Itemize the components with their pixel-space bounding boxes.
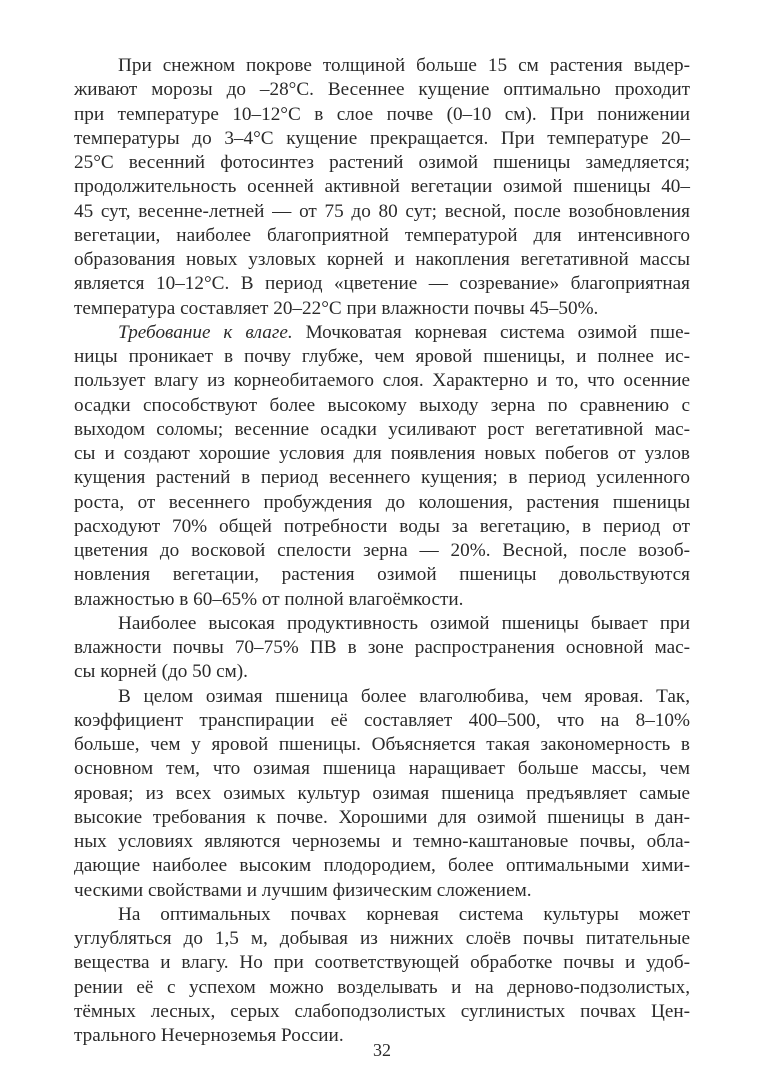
text-line: температуры до 3–4°С кущение прекращается. При температуре 20– bbox=[74, 127, 690, 149]
paragraph-soils bbox=[74, 903, 690, 1049]
text-line: температура составляет 20–22°С при влажности почвы 45–50%. bbox=[74, 297, 599, 319]
text-line: больше, чем у яровой пшеницы. Объясняется такая закономерность в bbox=[74, 734, 690, 755]
text-line: ницы проникает в почву глубже, чем яровой пшеницы, и полнее ис- bbox=[74, 346, 690, 367]
text-line: На оптимальных почвах корневая система культуры может bbox=[118, 903, 690, 925]
text-line: углубляться до 1,5 м, добывая из нижних слоёв почвы питательные bbox=[74, 928, 690, 949]
text-line: ческими свойствами и лучшим физическим сложением. bbox=[74, 879, 532, 901]
text-line: выходом соломы; весенние осадки усиливают рост вегетативной мас- bbox=[74, 418, 690, 440]
text-line: трального Нечерноземья России. bbox=[74, 1025, 344, 1046]
text-line: расходуют 70% общей потребности воды за вегетацию, в период от bbox=[74, 515, 690, 537]
text-line: вегетации, наиболее благоприятной температурой для интенсивного bbox=[74, 224, 690, 246]
paragraph-moisture bbox=[74, 321, 690, 612]
paragraph-transpiration bbox=[74, 685, 690, 903]
text-line: сы корней (до 50 см). bbox=[74, 661, 248, 683]
text-line: основном тем, что озимая пшеница наращивает больше массы, чем bbox=[74, 758, 690, 780]
paragraph-temperature bbox=[74, 54, 690, 321]
text-line: кущения растений в период весеннего кущения; в период усиленного bbox=[74, 467, 690, 489]
text-line: При снежном покрове толщиной больше 15 см растения выдер- bbox=[118, 55, 690, 76]
text-line: яровая; из всех озимых культур озимая пшеница предъявляет самые bbox=[74, 782, 690, 804]
text-line: цветения до восковой спелости зерна — 20%. Весной, после возоб- bbox=[74, 540, 690, 561]
text-line: ных условиях являются черноземы и темно-каштановые почвы, обла- bbox=[74, 831, 690, 852]
text-line: пользует влагу из корнеобитаемого слоя. Характерно и то, что осенние bbox=[74, 370, 690, 392]
page-number: 32 bbox=[373, 1040, 391, 1060]
text-line: осадки способствуют более высокому выходу зерна по сравнению с bbox=[74, 394, 690, 416]
text-line: живают морозы до –28°С. Весеннее кущение оптимально проходит bbox=[74, 79, 690, 101]
text-line: Наиболее высокая продуктивность озимой пшеницы бывает при bbox=[118, 612, 690, 634]
text-line: тёмных лесных, серых слабоподзолистых суглинистых почвах Цен- bbox=[74, 1000, 690, 1022]
text-line bbox=[74, 321, 690, 345]
section-heading-italic: Требование к влаге. bbox=[118, 321, 293, 343]
text-line: В целом озимая пшеница более влаголюбива, чем яровая. Так, bbox=[118, 685, 690, 707]
text-line: коэффициент транспирации её составляет 400–500, что на 8–10% bbox=[74, 709, 690, 731]
text-line: рении её с успехом можно возделывать и на дерново-подзолистых, bbox=[74, 976, 690, 998]
text-line: образования новых узловых корней и накопления вегетативной массы bbox=[74, 249, 690, 270]
text-line: сы и создают хорошие условия для появления новых побегов от узлов bbox=[74, 443, 690, 464]
text-line: новления вегетации, растения озимой пшеницы довольствуются bbox=[74, 564, 690, 586]
text-line: продолжительность осенней активной вегетации озимой пшеницы 40– bbox=[74, 176, 690, 198]
text-line: вещества и влагу. Но при соответствующей обработке почвы и удоб- bbox=[74, 952, 690, 974]
text-line: роста, от весеннего пробуждения до колошения, растения пшеницы bbox=[74, 491, 690, 513]
text-line: 25°С весенний фотосинтез растений озимой пшеницы замедляется; bbox=[74, 152, 690, 173]
text-line: высокие требования к почве. Хорошими для озимой пшеницы в дан- bbox=[74, 806, 690, 828]
text-line: дающие наиболее высоким плодородием, более оптимальными хими- bbox=[74, 855, 690, 877]
paragraph-productivity bbox=[74, 612, 690, 685]
text-line: является 10–12°С. В период «цветение — созревание» благоприятная bbox=[74, 273, 690, 295]
text-fragment: Мочковатая корневая система озимой пше- bbox=[292, 321, 690, 343]
document-page bbox=[74, 54, 690, 1048]
text-line: 45 сут, весенне-летней — от 75 до 80 сут; весной, после возобновления bbox=[74, 200, 690, 222]
text-line: при температуре 10–12°С в слое почве (0–10 см). При понижении bbox=[74, 103, 690, 125]
text-line: влажностью в 60–65% от полной влагоёмкости. bbox=[74, 588, 464, 610]
text-line: влажности почвы 70–75% ПВ в зоне распространения основной мас- bbox=[74, 637, 690, 658]
